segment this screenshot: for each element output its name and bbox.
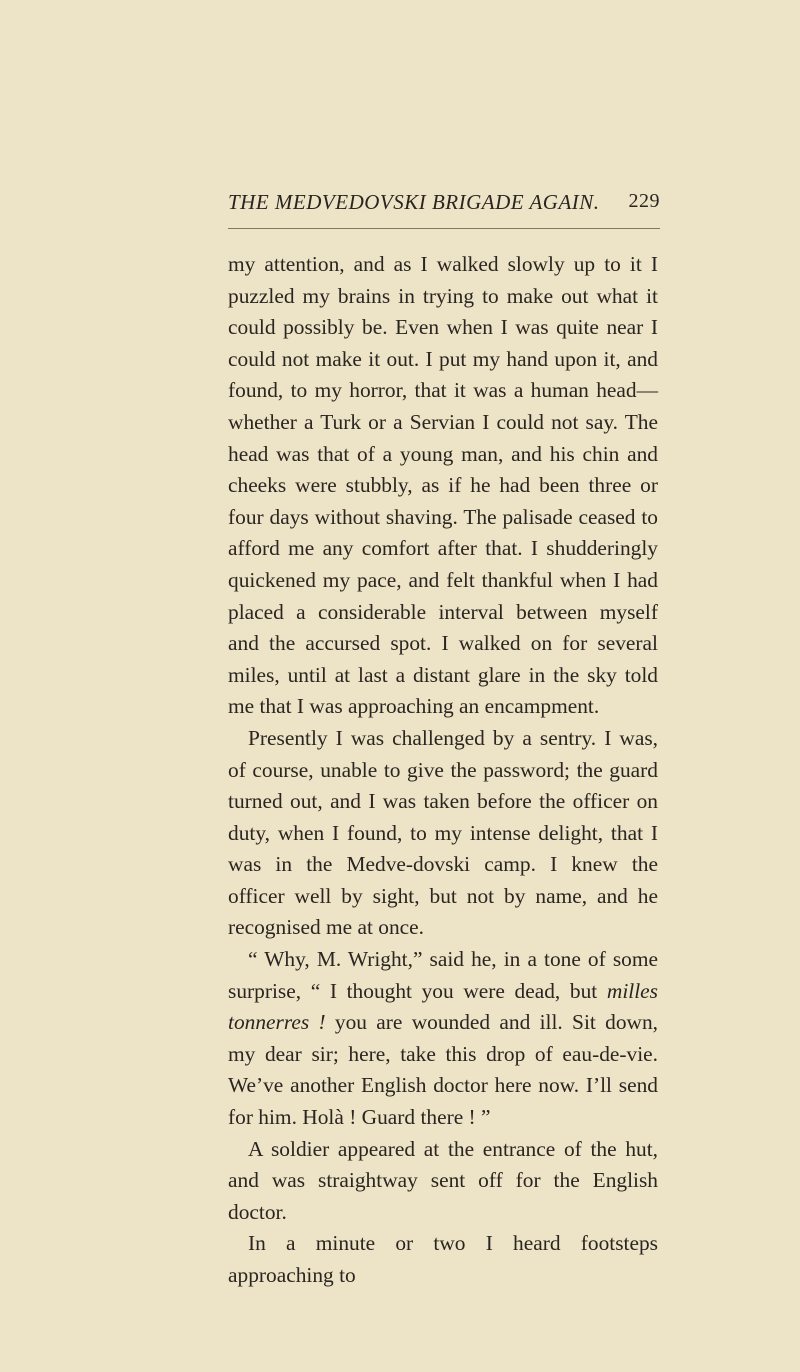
- header-rule: [228, 228, 660, 229]
- page-number: 229: [628, 190, 660, 212]
- body-text: [228, 249, 658, 1292]
- paragraph-3-start: “ Why, M. Wright,” said he, in a tone of some surprise, “ I thought you were dead, but: [228, 947, 658, 1003]
- paragraph-3: [228, 944, 658, 1134]
- paragraph-3-end: you are wounded and ill. Sit down, my dear sir; here, take this drop of eau-de-vie. We’ve another English doctor here now. I’ll send for him. Holà ! Guard there ! ”: [228, 1010, 659, 1130]
- paragraph-2: Presently I was challenged by a sentry. I was, of course, unable to give the password; the guard turned out, and I was taken before the officer on duty, when I found, to my intense delight, that I was in the Medve-dovski camp. I knew the officer well by sight, but not by name, and he recognised me at once.: [228, 725, 658, 940]
- page-header: [228, 190, 660, 215]
- running-title: THE MEDVEDOVSKI BRIGADE AGAIN.: [228, 190, 600, 214]
- paragraph-1: my attention, and as I walked slowly up to it I puzzled my brains in trying to make out what it could possibly be. Even when I was quite near I could not make it out. I put my hand upon it, and found, to my horror, that it was a human head—whether a Turk or a Servian I could not say. The head was that of a young man, and his chin and cheeks were stubbly, as if he had been three or four days without shaving. The palisade ceased to afford me any comfort after that. I shudderingly quickened my pace, and felt thankful when I had placed a considerable interval between myself and the accursed spot. I walked on for several miles, until at last a distant glare in the sky told me that I was approaching an encampment.: [228, 252, 658, 719]
- italic-phrase: milles tonnerres !: [228, 978, 658, 1035]
- paragraph-4: A soldier appeared at the entrance of the hut, and was straightway sent off for the English doctor.: [228, 1136, 658, 1224]
- paragraph-5: In a minute or two I heard footsteps approaching to: [228, 1231, 658, 1287]
